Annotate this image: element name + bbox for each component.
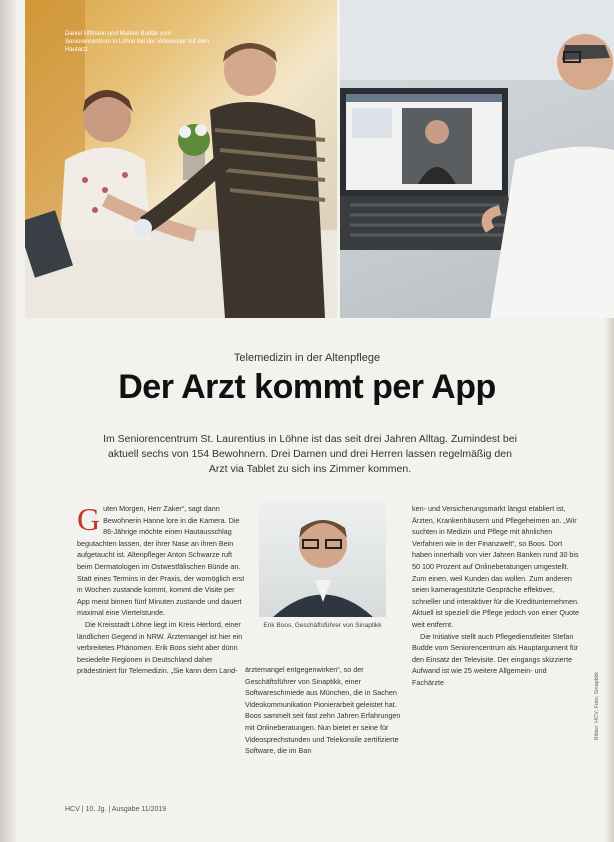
paragraph [77, 619, 245, 677]
photo-right-illustration [340, 0, 614, 318]
article-column-2 [245, 664, 410, 757]
paragraph [77, 503, 245, 619]
paragraph-text: ärztemangel entgegenwirken“, so der Geschäftsführer von Sinaptikk, einer Softwareschmiede aus München, die in Sachen Videokommunikation Pionierarbeit geleistet hat. Boos sammelt seit fast zehn Jahren Erfahrungen mit Onlineberatungen. Nun bietet er seine für Videosprechstunden und Telekonsile zertifizierte Software, die im Ban [245, 665, 401, 756]
portrait-caption: Erik Boos, Geschäftsführer von Sinaptikk [263, 622, 382, 629]
page-gutter-shadow [0, 0, 18, 842]
photo-credit: Bilder: HCV; Foto; Sinaptikk [594, 672, 600, 740]
article-kicker: Telemedizin in der Altenpflege [233, 352, 381, 364]
page-footer: HCV | 10. Jg. | Ausgabe 11/2019 [65, 806, 167, 813]
portrait-illustration [259, 502, 386, 617]
article-intro: Im Seniorencentrum St. Laurentius in Löhne ist das seit drei Jahren Alltag. Zumindest bei aktuell sechs von 154 Bewohnern. Drei Damen und drei Herren lassen regelmäßig den Arzt via Tablet zu sich ins Zimmer kommen. [103, 433, 517, 475]
paragraph-text: ken- und Versicherungsmarkt längst etabliert ist, Ärzten, Krankenhäusern und Pflegeheimen an. „Wir suchten in Medizin und Pflege mit ähnlichen Verfahren wie in der Finanzwelt“, so Boos. Dort haben innerhalb von vier Jahren Banken rund 30 bis 50 100 Prozent auf Onlineberatungen umgestellt. Zum einen, weil Kunden das wollen. Zum anderen seien kameragestützte Gespräche effektiver, schneller und interaktiver für die Kreditunternehmen. Aktuell ist speziell die Pflege jedoch von einer Quote weit entfernt. [412, 504, 580, 629]
drop-cap: G [77, 501, 101, 537]
paragraph-text: Die Initiative stellt auch Pflegedienstleiter Stefan Budde vom Seniorencentrum als Hauptargument für den Einsatz der Televisite. Der eingangs skizzierte Aufwand ist wie 25 weitere Allgemein- und Fachärzte [412, 631, 579, 687]
article-column-1 [77, 503, 245, 677]
photo-doctor-laptop [340, 0, 614, 318]
photo-video-visit-resident [25, 0, 337, 318]
paragraph-text: Die Kreisstadt Löhne liegt im Kreis Herford, einer ländlichen Gegend in NRW. Ärztemangel ist hier ein verbreitetes Phänomen. Erik Boos sieht aber dünn besiedelte Regionen in Deutschland daher prädestiniert für Telemedizin. „Sie kann dem Land- [77, 619, 243, 676]
photo-caption: Daniel Uffmann und Marlies Budde vom Seniorencentrum in Löhne bei der Videovisite mit dem Hautarzt [65, 31, 209, 53]
article-column-3 [412, 503, 580, 689]
portrait-photo [259, 502, 386, 617]
paragraph-text: uten Morgen, Herr Zaker“, sagt dann Bewohnerin Hanne lore in die Kamera. Die 86-Jährige möchte einen Hautausschlag begutachten lassen, der ihrer Nase an ihren Bein aufgetaucht ist. Altenpfleger Anton Schwarze ruft beim Dermatologen im Ostwestfälischen Bünde an. Statt eines Termins in der Praxis, der womöglich erst in Wochen zustande kommt, kommt die Visite per App meist binnen fünf Minuten zustande und dauert maximal eine Viertelstunde. [77, 504, 245, 618]
article-headline: Der Arzt kommt per App [118, 368, 496, 406]
